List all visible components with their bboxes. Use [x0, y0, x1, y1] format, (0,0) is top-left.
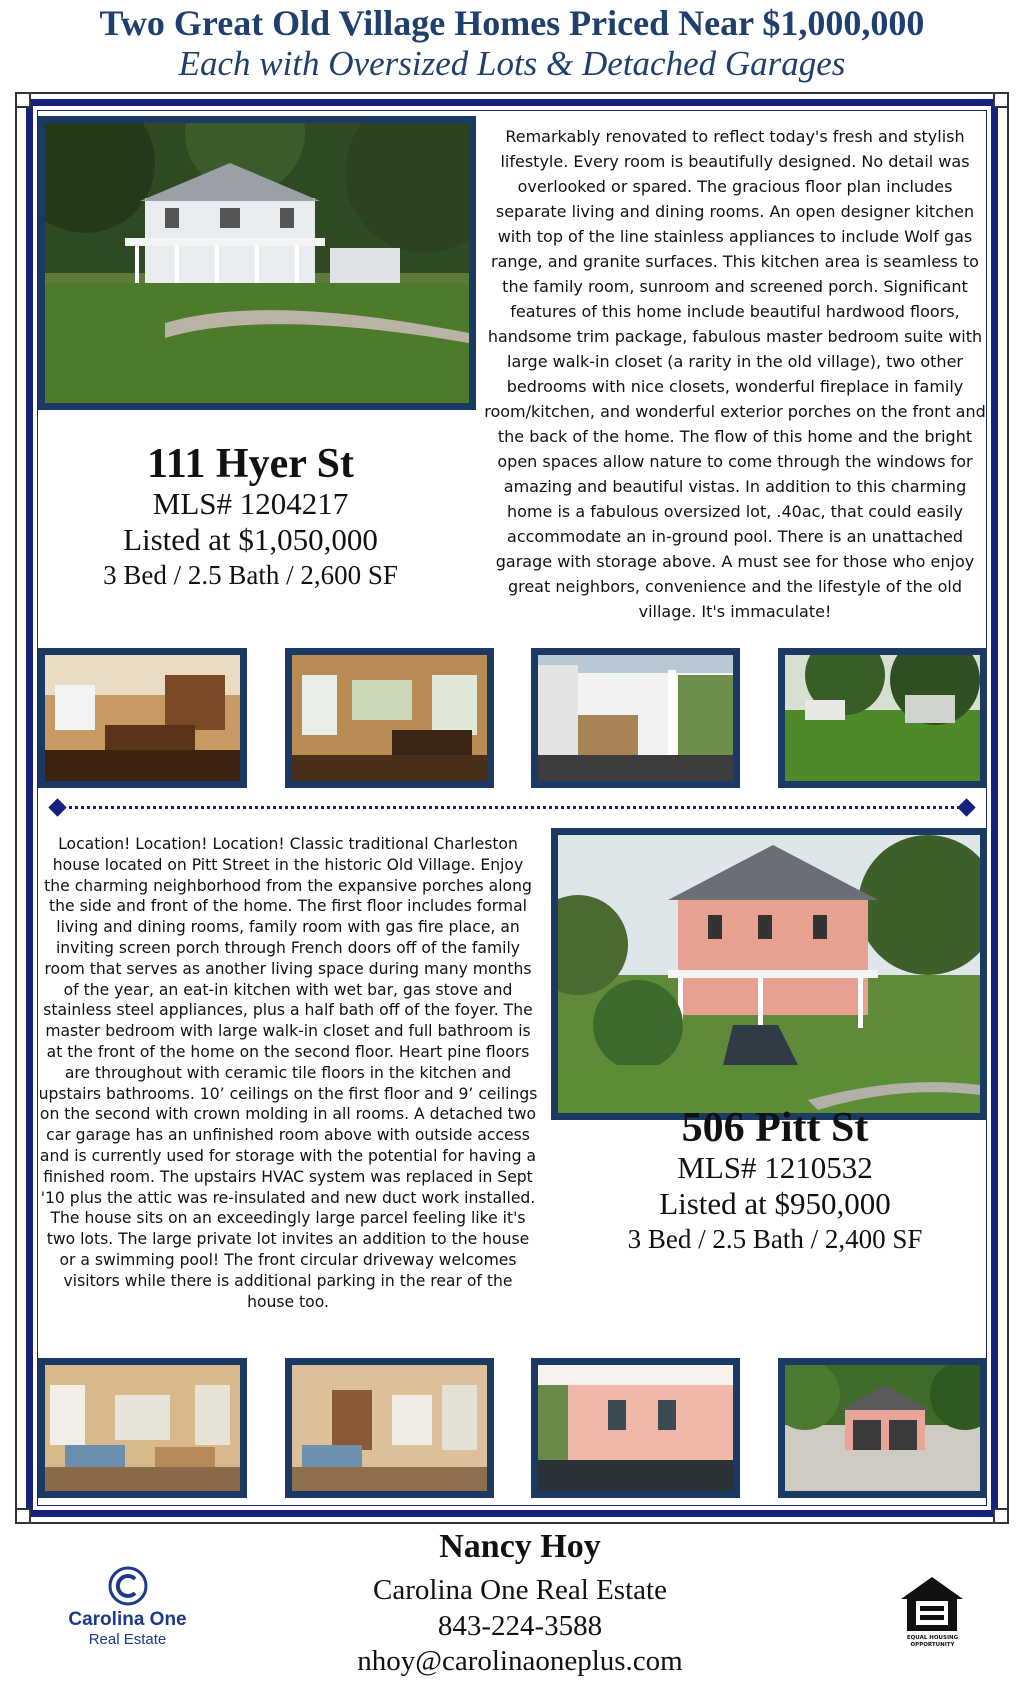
- thumbnail-living-room-photo: [38, 1358, 247, 1498]
- listing-info-111-hyer: [38, 440, 463, 591]
- listing-specs: 3 Bed / 2.5 Bath / 2,600 SF: [103, 560, 398, 590]
- listing-description-506-pitt: Location! Location! Location! Classic traditional Charleston house located on Pitt Street in the historic Old Village. Enjoy the charming neighborhood from the expansive porches along the side and front of the home. The first floor includes formal living and dining rooms, family room with gas fire place, an inviting screen porch through French doors off of the family room that serves as another living space during many months of the year, an eat-in kitchen with wet bar, gas stove and stainless steel appliances, plus a half bath off of the foyer. The master bedroom with large walk-in closet and full bathroom is at the front of the home on the second floor. Heart pine floors are throughout with ceramic tile floors in the kitchen and upstairs bathrooms. 10’ ceilings on the first floor and 9’ ceilings on the second with crown molding in all rooms. A detached two car garage has an unfinished room above with outside access and is currently used for storage with the potential for having a finished room. The upstairs HVAC system was replaced in Sept '10 plus the attic was re-insulated and new duct work installed. The house sits on an exceedingly large parcel feeling like it's two lots. The large private lot invites an addition to the house or a swimming pool! The front circular driveway welcomes visitors while there is additional parking in the rear of the house too.: [38, 835, 538, 1311]
- copyright-c-icon: [107, 1565, 149, 1607]
- flyer-subtitle: Each with Oversized Lots & Detached Garages: [178, 44, 846, 83]
- listing-mls-number: MLS# 1204217: [152, 486, 349, 521]
- listing-address: 506 Pitt St: [681, 1105, 869, 1151]
- agent-name: Nancy Hoy: [439, 1528, 601, 1565]
- agent-company: Carolina One Real Estate: [373, 1574, 667, 1606]
- thumbnail-den-photo: [285, 1358, 494, 1498]
- carolina-one-logo: [60, 1565, 195, 1660]
- thumbnail-kitchen-photo: [38, 648, 247, 788]
- frame-corner-ornament: [993, 92, 1009, 108]
- agent-email[interactable]: nhoy@carolinaoneplus.com: [357, 1645, 683, 1677]
- thumbnail-porch-photo: [531, 648, 740, 788]
- house-photo-111-hyer: [38, 116, 476, 410]
- thumbnail-family-room-photo: [285, 648, 494, 788]
- frame-corner-ornament: [15, 1508, 31, 1524]
- listing-specs: 3 Bed / 2.5 Bath / 2,400 SF: [627, 1224, 923, 1254]
- section-divider: [62, 806, 966, 809]
- frame-corner-ornament: [993, 1508, 1009, 1524]
- equal-housing-house-icon: [899, 1575, 965, 1633]
- flyer-title: Two Great Old Village Homes Priced Near $1,000,000: [99, 3, 925, 43]
- listing-price: Listed at $950,000: [659, 1186, 891, 1221]
- house-photo-506-pitt: [551, 828, 987, 1120]
- listing-info-506-pitt: [565, 1104, 985, 1255]
- thumbnail-garage-photo: [778, 1358, 987, 1498]
- listing-address: 111 Hyer St: [147, 441, 354, 487]
- equal-housing-logo: [895, 1575, 970, 1655]
- agent-phone[interactable]: 843-224-3588: [437, 1610, 603, 1642]
- frame-corner-ornament: [15, 92, 31, 108]
- equal-housing-line2: OPPORTUNITY: [910, 1642, 955, 1648]
- listing-mls-number: MLS# 1210532: [677, 1150, 873, 1185]
- listing-description-111-hyer: Remarkably renovated to reflect today's fresh and stylish lifestyle. Every room is beautifully designed. No detail was overlooked or spared. The gracious floor plan includes separate living and dining rooms. An open designer kitchen with top of the line stainless appliances to include Wolf gas range, and granite surfaces. This kitchen area is seamless to the family room, sunroom and screened porch. Significant features of this home include beautiful hardwood floors, handsome trim package, fabulous master bedroom suite with large walk-in closet (a rarity in the old village), two other bedrooms with nice closets, wonderful fireplace in family room/kitchen, and wonderful exterior porches on the front and the back of the home. The flow of this home and the bright open spaces allow nature to come through the windows for amazing and beautiful vistas. In addition to this charming home is a fabulous oversized lot, .40ac, that could easily accommodate an in-ground pool. There is an unattached garage with storage above. A must see for those who enjoy great neighbors, convenience and the lifestyle of the old village. It's immaculate!: [484, 127, 986, 621]
- thumbnail-screened-porch-photo: [531, 1358, 740, 1498]
- logo-tagline-text: Real Estate: [88, 1631, 167, 1648]
- logo-brand-text: Carolina One: [68, 1609, 187, 1630]
- thumbnail-backyard-photo: [778, 648, 987, 788]
- listing-price: Listed at $1,050,000: [123, 522, 378, 557]
- equal-housing-line1: EQUAL HOUSING: [906, 1635, 959, 1641]
